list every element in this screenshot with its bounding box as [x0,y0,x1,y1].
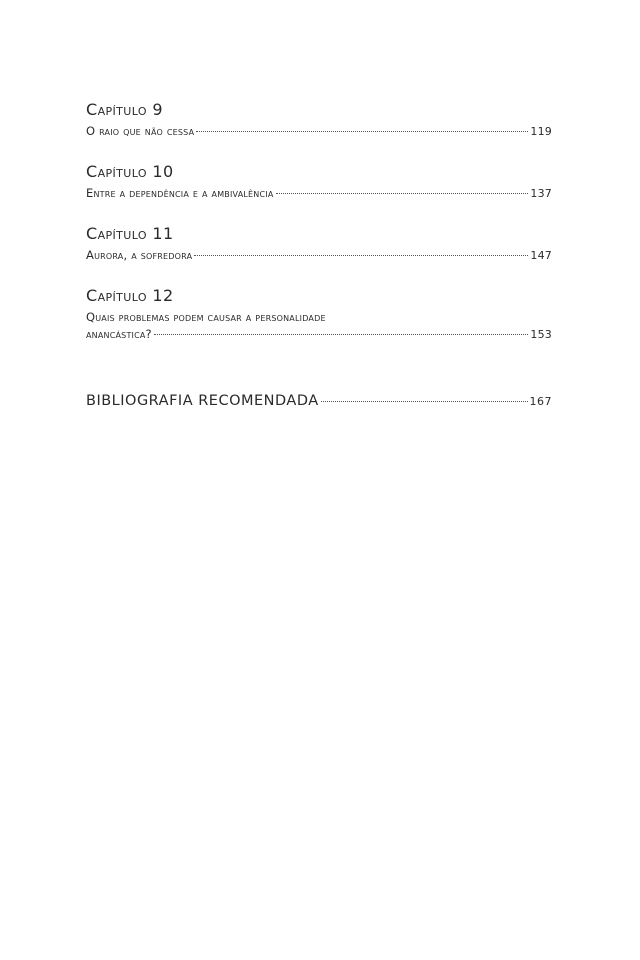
toc-bibliography [86,391,552,412]
toc-chapter-9 [86,100,552,140]
toc-entry[interactable] [86,326,552,343]
chapter-heading: Capítulo 10 [86,162,174,181]
dot-leader [321,401,528,402]
dot-leader [276,193,529,194]
page-number: 147 [530,249,552,262]
toc-entry-bibliography[interactable] [86,391,552,412]
entry-title-line-2: anancástica? [86,327,152,341]
page-number: 167 [529,395,552,408]
toc-entry[interactable] [86,247,552,264]
chapter-heading: Capítulo 9 [86,100,164,119]
bibliography-title: BIBLIOGRAFIA RECOMENDADA [86,393,319,409]
page-number: 137 [530,187,552,200]
toc-entry[interactable] [86,123,552,140]
entry-title: O raio que não cessa [86,124,195,138]
entry-title: Entre a dependência e a ambivalência [86,186,274,200]
page-number: 119 [530,125,552,138]
dot-leader [154,334,529,335]
page-number: 153 [530,328,552,341]
toc-chapter-12 [86,286,552,343]
dot-leader [194,255,528,256]
entry-title: Aurora, a sofredora [86,248,193,262]
toc-entry[interactable] [86,185,552,202]
chapter-heading: Capítulo 12 [86,286,174,305]
dot-leader [196,131,528,132]
table-of-contents [86,100,552,412]
entry-title-line-1[interactable]: Quais problemas podem causar a personalidade [86,310,326,324]
toc-chapter-10 [86,162,552,202]
chapter-heading: Capítulo 11 [86,224,174,243]
toc-chapter-11 [86,224,552,264]
